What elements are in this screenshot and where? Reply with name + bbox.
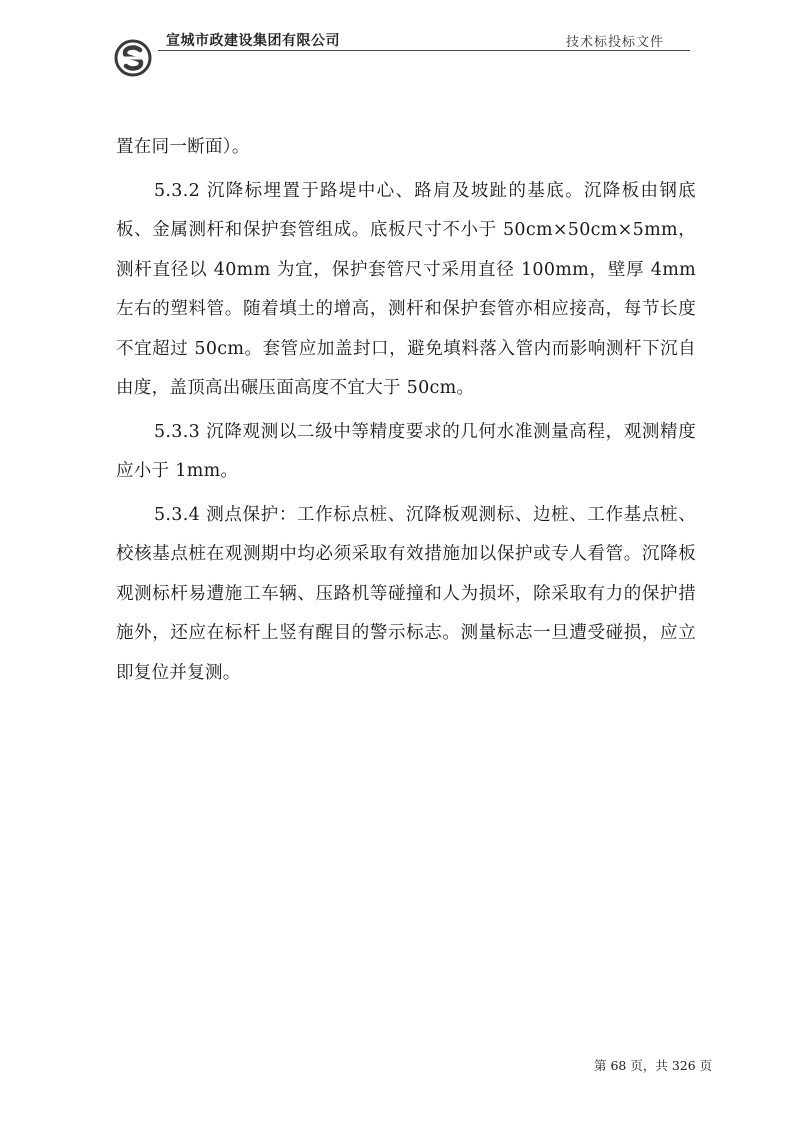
document-type-label: 技术标投标文件 (566, 35, 665, 50)
company-name: 宣城市政建设集团有限公司 (166, 33, 340, 49)
page-number: 第 68 页，共 326 页 (594, 1058, 713, 1073)
body-text (116, 128, 696, 697)
paragraph-continuation: 置在同一断面）。 (116, 137, 250, 157)
page-header (0, 0, 793, 80)
paragraph-5-3-3: 5.3.3 沉降观测以二级中等精度要求的几何水准测量高程，观测精度应小于 1mm。 (116, 421, 696, 481)
header-divider (158, 50, 690, 51)
paragraph-5-3-2: 5.3.2 沉降标埋置于路堤中心、路肩及坡趾的基底。沉降板由钢底板、金属测杆和保护套管组成。底板尺寸不小于 50cm×50cm×5mm，测杆直径以 40mm 为宜，保护套管尺寸采用直径 100mm，壁厚 4mm 左右的塑料管。随着填土的增高，测杆和保护套管亦相应接高，每节长度不宜超过 50cm。套管应加盖封口，避免填料落入管内而影响测杆下沉自由度，盖顶高出碾压面高度不宜大于 50cm。 (116, 180, 696, 398)
company-s-logo-icon (113, 38, 153, 78)
paragraph-5-3-4: 5.3.4 测点保护：工作标点桩、沉降板观测标、边桩、工作基点桩、校核基点桩在观测期中均必须采取有效措施加以保护或专人看管。沉降板观测标杆易遭施工车辆、压路机等碰撞和人为损坏，除采取有力的保护措施外，还应在标杆上竖有醒目的警示标志。测量标志一旦遭受碰损，应立即复位并复测。 (116, 504, 696, 683)
